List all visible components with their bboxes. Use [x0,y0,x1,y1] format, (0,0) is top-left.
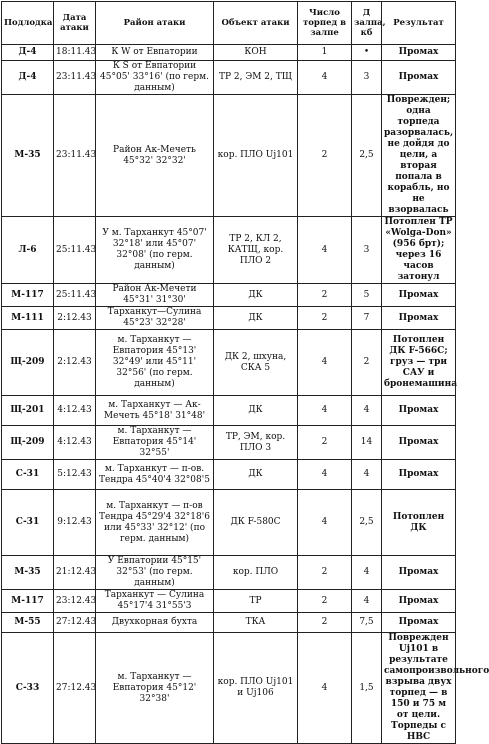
result-cell: Промах [382,307,456,330]
submarine-cell: Щ-201 [2,396,54,426]
date-cell: 9:12.43 [54,490,96,556]
target-cell: кор. ПЛО Uj101 и Uj106 [214,633,298,744]
distance-cell: 2,5 [352,95,382,217]
distance-cell: 3 [352,217,382,284]
area-cell: м. Тарханкут — п-ов Тендра 45°29'4 32°18'6 или 45°33' 32°12' (по герм. данным) [96,490,214,556]
table-row [2,426,456,460]
target-cell: кор. ПЛО Uj101 [214,95,298,217]
date-cell: 4:12.43 [54,426,96,460]
area-cell: У м. Тарханкут 45°07' 32°18' или 45°07' 32°08' (по герм. данным) [96,217,214,284]
torpedoes-cell: 1 [298,45,352,61]
area-cell: м. Тарханкут — Евпатория 45°14' 32°55' [96,426,214,460]
distance-cell: 14 [352,426,382,460]
target-cell: ДК [214,307,298,330]
table-row [2,307,456,330]
torpedoes-cell: 4 [298,460,352,490]
submarine-cell: М-35 [2,95,54,217]
header-torpedoes: Число торпед в залпе [298,2,352,45]
table-row [2,613,456,633]
table-row [2,330,456,396]
distance-cell: 2,5 [352,490,382,556]
result-cell: Промах [382,284,456,307]
table-row [2,45,456,61]
area-cell: Район Ак-Мечеть 45°32' 32°32' [96,95,214,217]
table-row [2,556,456,590]
date-cell: 2:12.43 [54,330,96,396]
area-cell: У Евпатории 45°15' 32°53' (по герм. данным) [96,556,214,590]
header-date: Дата атаки [54,2,96,45]
distance-cell: 5 [352,284,382,307]
result-cell: Промах [382,613,456,633]
area-cell: м. Тарханкут — Евпатория 45°12' 32°38' [96,633,214,744]
torpedoes-cell: 4 [298,330,352,396]
target-cell: ДК [214,284,298,307]
submarine-cell: С-33 [2,633,54,744]
distance-cell: 7,5 [352,613,382,633]
date-cell: 21:12.43 [54,556,96,590]
target-cell: ДК F-580C [214,490,298,556]
result-cell: Промах [382,590,456,613]
distance-cell: 2 [352,330,382,396]
torpedoes-cell: 4 [298,396,352,426]
torpedoes-cell: 2 [298,613,352,633]
target-cell: ТР 2, КЛ 2, КАТЩ, кор. ПЛО 2 [214,217,298,284]
target-cell: ТР 2, ЭМ 2, ТЩ [214,61,298,95]
area-cell: м. Тарханкут — Евпатория 45°13' 32°49' или 45°11' 32°56' (по герм. данным) [96,330,214,396]
table-row [2,217,456,284]
result-cell: Поврежден; одна торпеда разорвалась, не дойдя до цели, а вторая попала в корабль, но не взорвалась [382,95,456,217]
submarine-cell: Л-6 [2,217,54,284]
submarine-cell: Д-4 [2,61,54,95]
distance-cell: 4 [352,396,382,426]
target-cell: ДК [214,396,298,426]
header-distance: Д залпа, кб [352,2,382,45]
torpedoes-cell: 4 [298,61,352,95]
torpedoes-cell: 2 [298,590,352,613]
date-cell: 5:12.43 [54,460,96,490]
table-row [2,396,456,426]
header-submarine: Подлодка [2,2,54,45]
date-cell: 27:12.43 [54,613,96,633]
area-cell: К S от Евпатории 45°05' 33°16' (по герм. данным) [96,61,214,95]
distance-cell: 7 [352,307,382,330]
header-target: Объект атаки [214,2,298,45]
submarine-cell: С-31 [2,460,54,490]
table-row [2,590,456,613]
submarine-cell: М-35 [2,556,54,590]
date-cell: 4:12.43 [54,396,96,426]
table-row [2,460,456,490]
distance-cell: • [352,45,382,61]
table-row [2,490,456,556]
date-cell: 23:11.43 [54,61,96,95]
torpedoes-cell: 2 [298,307,352,330]
torpedoes-cell: 4 [298,217,352,284]
result-cell: Промах [382,460,456,490]
target-cell: ТКА [214,613,298,633]
torpedoes-cell: 2 [298,284,352,307]
area-cell: Тарханкут—Сулина 45°23' 32°28' [96,307,214,330]
date-cell: 25:11.43 [54,217,96,284]
target-cell: ДК 2, шхуна, СКА 5 [214,330,298,396]
submarine-cell: М-117 [2,590,54,613]
torpedoes-cell: 2 [298,95,352,217]
date-cell: 18:11.43 [54,45,96,61]
header-result: Результат [382,2,456,45]
submarine-cell: Д-4 [2,45,54,61]
area-cell: м. Тарханкут — Ак-Мечеть 45°18' 31°48' [96,396,214,426]
header-area: Район атаки [96,2,214,45]
area-cell: Тарханкут — Сулина 45°17'4 31°55'3 [96,590,214,613]
submarine-cell: Щ-209 [2,330,54,396]
submarine-cell: С-31 [2,490,54,556]
torpedoes-cell: 2 [298,556,352,590]
attacks-table [1,1,489,744]
area-cell: К W от Евпатории [96,45,214,61]
distance-cell: 4 [352,590,382,613]
distance-cell: 3 [352,61,382,95]
result-cell: Потоплен ТР «Wolga-Don» (956 брт); через 16 часов затонул [382,217,456,284]
result-cell: Промах [382,426,456,460]
date-cell: 25:11.43 [54,284,96,307]
area-cell: Двухкорная бухта [96,613,214,633]
torpedoes-cell: 2 [298,426,352,460]
distance-cell: 4 [352,460,382,490]
submarine-cell: М-111 [2,307,54,330]
result-cell: Поврежден Uj101 в результате самопроизвольного взрыва двух торпед — в 150 и 75 м от цели. Торпеды с НВС [382,633,456,744]
table-row [2,284,456,307]
target-cell: ДК [214,460,298,490]
distance-cell: 4 [352,556,382,590]
header-row [2,2,456,45]
target-cell: ТР [214,590,298,613]
result-cell: Промах [382,61,456,95]
date-cell: 2:12.43 [54,307,96,330]
table-row [2,95,456,217]
submarine-cell: Щ-209 [2,426,54,460]
date-cell: 23:11.43 [54,95,96,217]
distance-cell: 1,5 [352,633,382,744]
table-row [2,61,456,95]
target-cell: ТР, ЭМ, кор. ПЛО 3 [214,426,298,460]
result-cell: Потоплен ДК [382,490,456,556]
submarine-cell: М-117 [2,284,54,307]
result-cell: Потоплен ДК F-566C; груз — три САУ и бронемашина [382,330,456,396]
submarine-cell: М-55 [2,613,54,633]
result-cell: Промах [382,396,456,426]
table-row [2,633,456,744]
date-cell: 27:12.43 [54,633,96,744]
target-cell: КОН [214,45,298,61]
target-cell: кор. ПЛО [214,556,298,590]
result-cell: Промах [382,45,456,61]
area-cell: Район Ак-Мечети 45°31' 31°30' [96,284,214,307]
torpedoes-cell: 4 [298,490,352,556]
date-cell: 23:12.43 [54,590,96,613]
area-cell: м. Тарханкут — п-ов. Тендра 45°40'4 32°08'5 [96,460,214,490]
result-cell: Промах [382,556,456,590]
torpedoes-cell: 4 [298,633,352,744]
